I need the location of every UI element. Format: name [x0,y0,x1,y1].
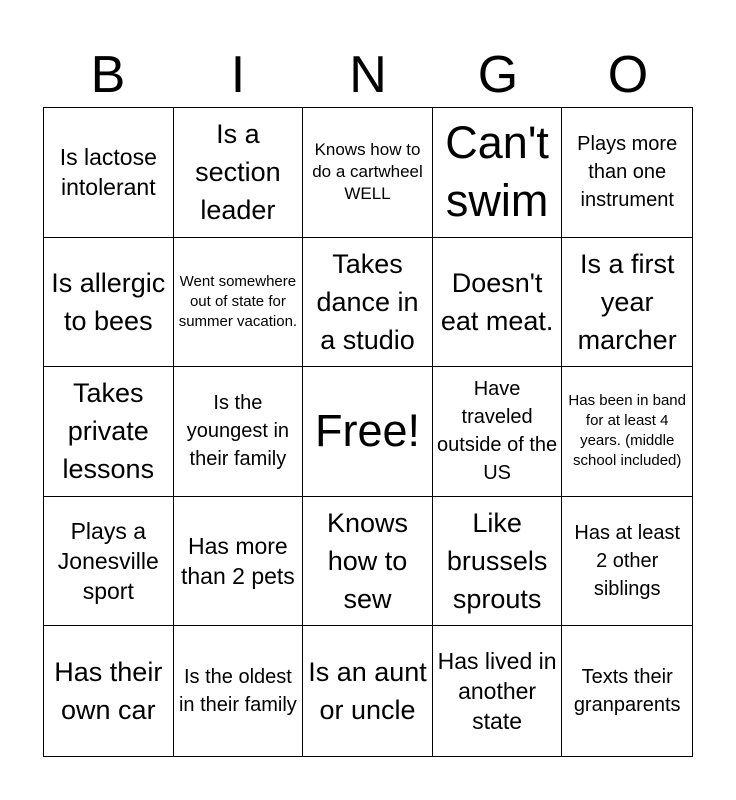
bingo-cell-r4-c4[interactable] [433,497,563,627]
cell-text: Is allergic to bees [51,267,166,336]
cell-text: Plays a Jonesville sport [57,518,159,605]
bingo-cell-r3-c3-free[interactable] [303,367,433,497]
cell-text: Doesn't eat meat. [440,267,554,336]
bingo-cell-r1-c5[interactable] [562,108,692,238]
free-space-text: Free! [314,405,420,457]
cell-text: Plays more than one instrument [577,133,678,212]
bingo-cell-r3-c1[interactable] [44,367,174,497]
bingo-cell-r2-c1[interactable] [44,238,174,368]
cell-text: Is a first year marcher [577,248,677,355]
bingo-cell-r2-c4[interactable] [433,238,563,368]
cell-text: Knows how to do a cartwheel WELL [312,140,423,204]
bingo-cell-r5-c4[interactable] [433,626,563,756]
cell-text: Is a section leader [195,119,281,226]
bingo-cell-r3-c5[interactable] [562,367,692,497]
bingo-cell-r2-c3[interactable] [303,238,433,368]
bingo-cell-r2-c2[interactable] [174,238,304,368]
header-letter-o: O [607,46,649,104]
cell-text: Have traveled outside of the US [437,378,558,485]
bingo-card-grid [43,107,693,757]
bingo-cell-r1-c4[interactable] [433,108,563,238]
bingo-cell-r4-c1[interactable] [44,497,174,627]
bingo-cell-r5-c2[interactable] [174,626,304,756]
header-letter-b: B [90,46,126,104]
header-letter-g: G [477,46,519,104]
cell-text: Like brussels sprouts [446,508,548,615]
bingo-cell-r1-c3[interactable] [303,108,433,238]
cell-text: Knows how to sew [326,508,409,615]
header-letter-i: I [230,46,246,104]
bingo-cell-r5-c3[interactable] [303,626,433,756]
bingo-header [43,44,693,106]
cell-text: Went somewhere out of state for summer vacation. [178,272,298,330]
bingo-cell-r3-c2[interactable] [174,367,304,497]
cell-text: Has at least 2 other siblings [574,522,680,601]
cell-text: Is the oldest in their family [178,666,297,717]
cell-text: Is the youngest in their family [186,392,290,471]
bingo-cell-r2-c5[interactable] [562,238,692,368]
cell-text: Has their own car [54,657,163,726]
cell-text: Texts their granparents [573,666,681,717]
cell-text: Is an aunt or uncle [308,657,427,726]
bingo-cell-r4-c3[interactable] [303,497,433,627]
cell-text: Is lactose intolerant [59,144,157,201]
bingo-cell-r4-c5[interactable] [562,497,692,627]
cell-text: Has more than 2 pets [180,533,295,590]
bingo-cell-r1-c2[interactable] [174,108,304,238]
bingo-cell-r5-c5[interactable] [562,626,692,756]
cell-text: Has been in band for at least 4 years. (middle school included) [568,392,686,470]
bingo-cell-r3-c4[interactable] [433,367,563,497]
cell-text: Has lived in another state [437,648,557,735]
cell-text: Takes private lessons [62,378,155,485]
bingo-cell-r4-c2[interactable] [174,497,304,627]
bingo-cell-r5-c1[interactable] [44,626,174,756]
bingo-cell-r1-c1[interactable] [44,108,174,238]
cell-text: Takes dance in a studio [316,248,419,355]
header-letter-n: N [349,46,387,104]
cell-text: Can't swim [445,117,549,227]
